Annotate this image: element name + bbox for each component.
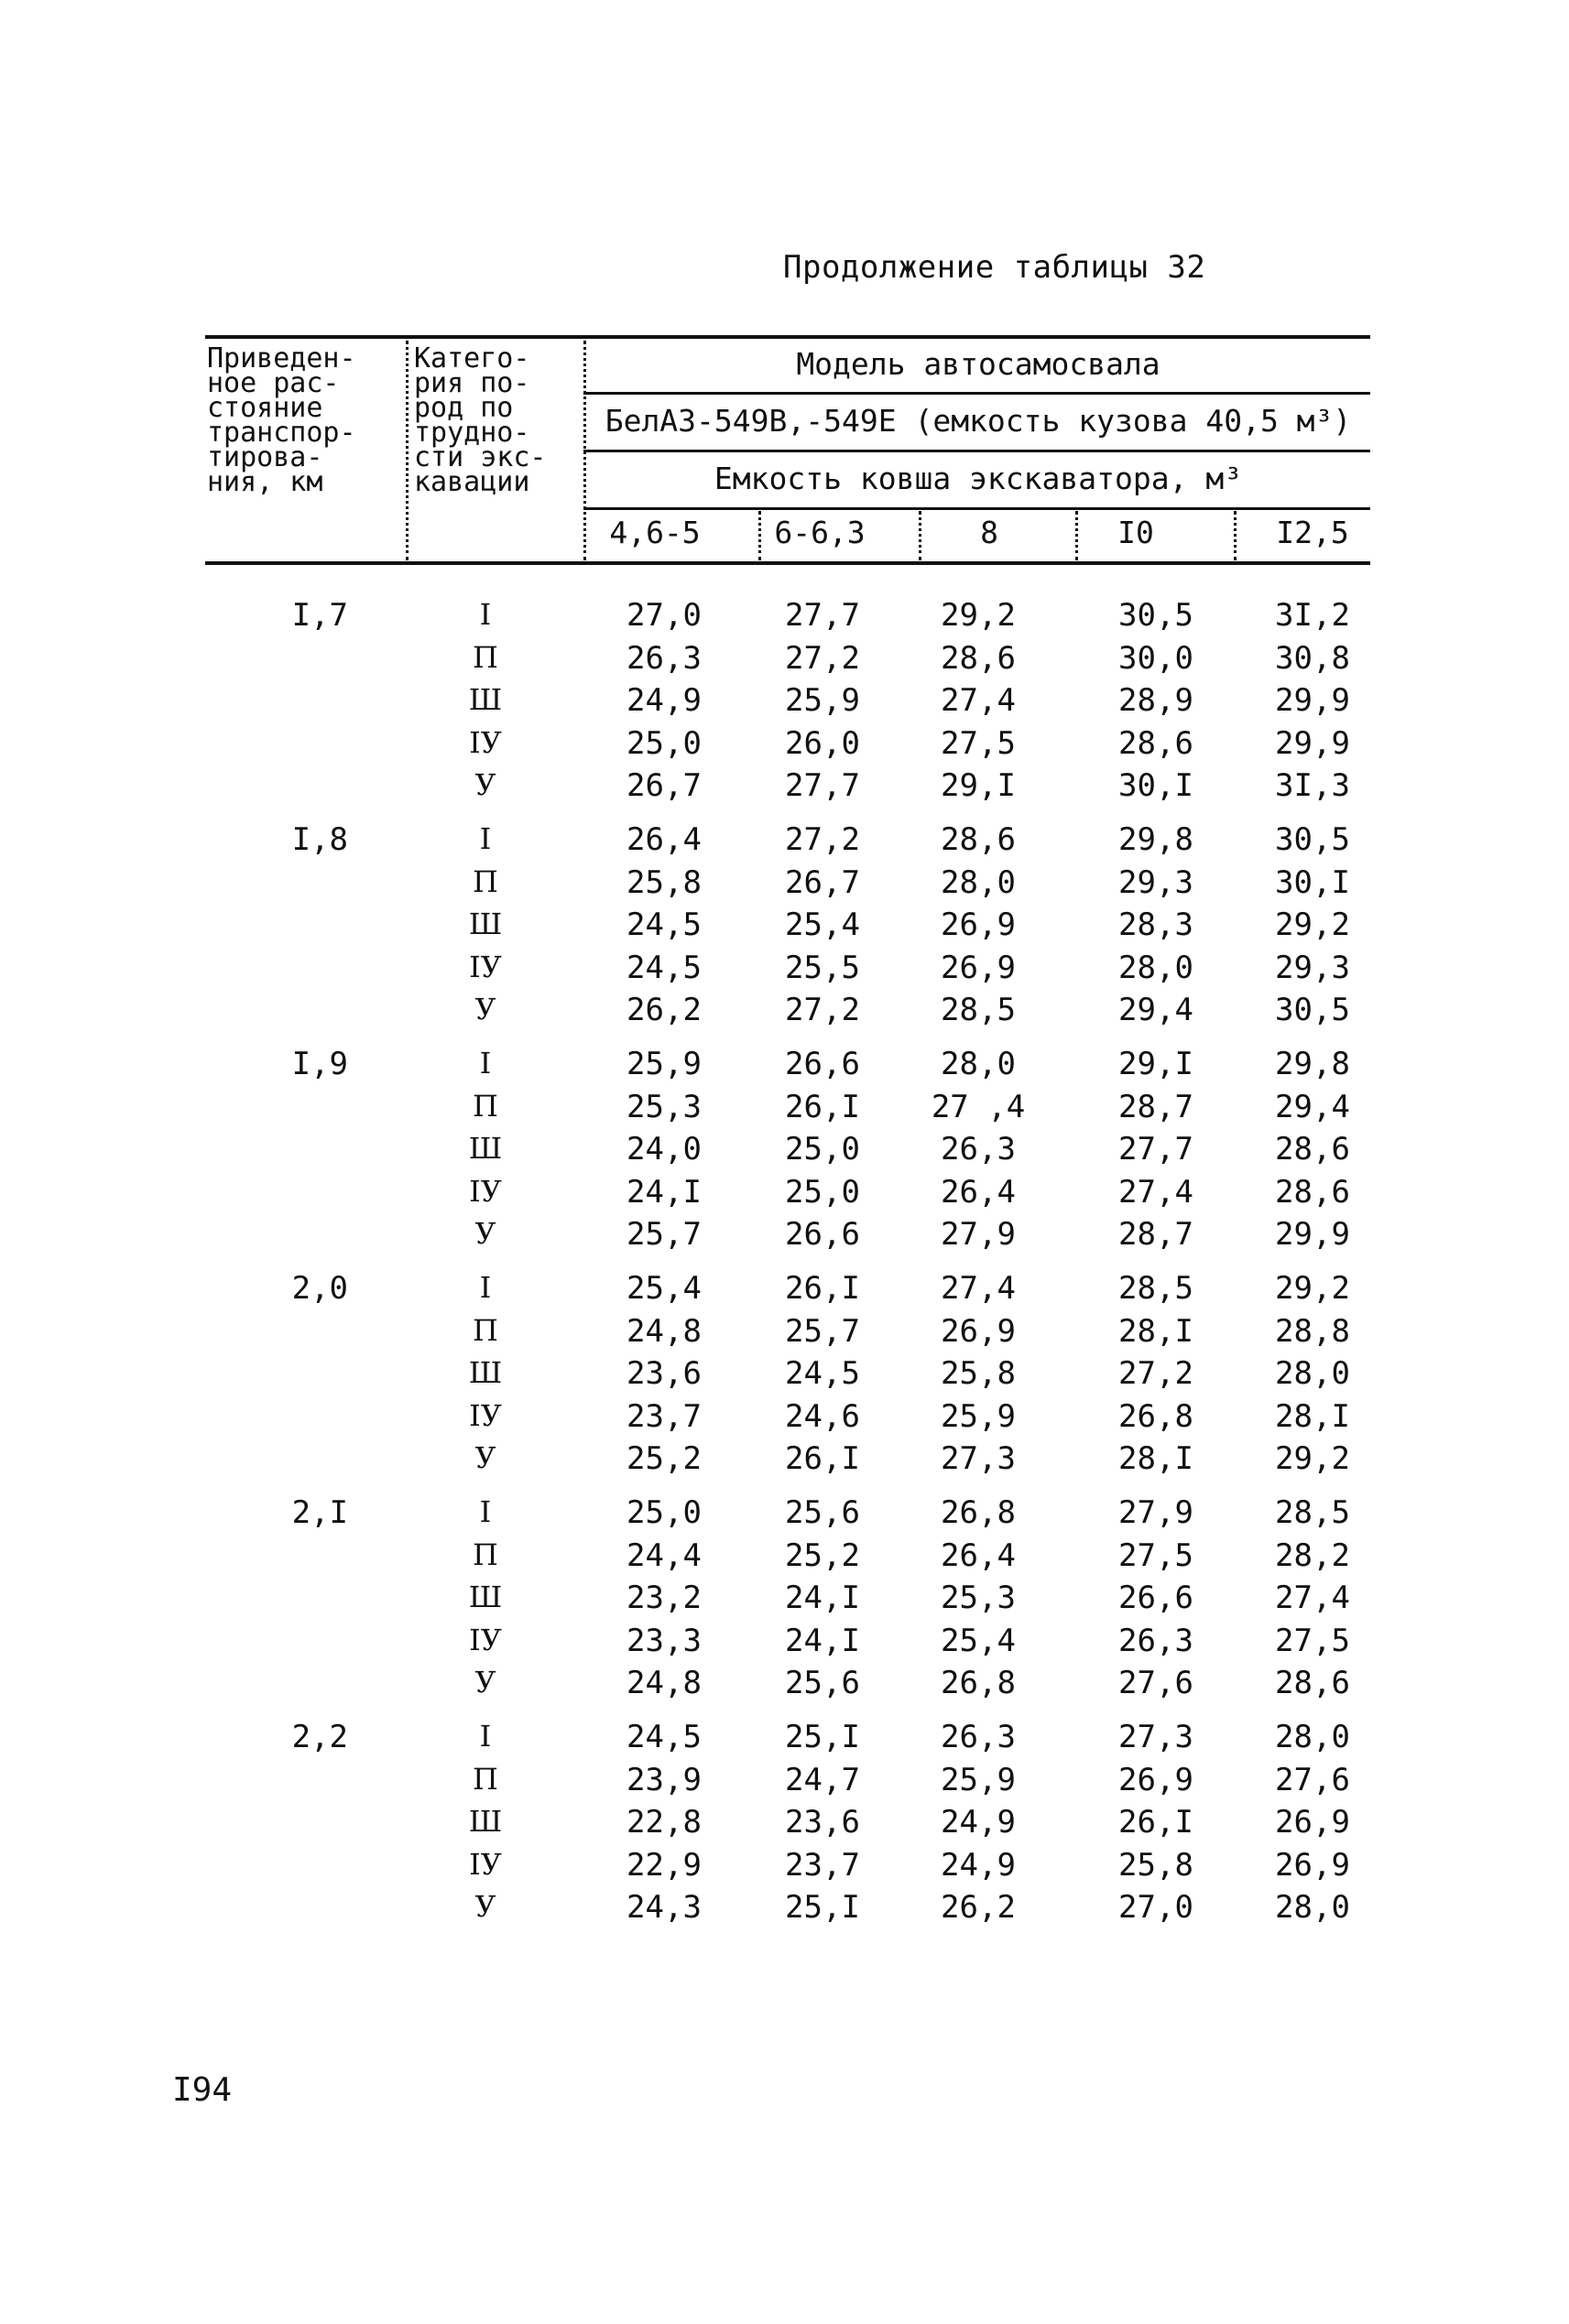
header-model-name: БелАЗ-549В,-549Е (емкость кузова 40,5 м³): [605, 403, 1352, 439]
value-cell: 27,3: [941, 1440, 1016, 1478]
header-top-rule: [205, 335, 1370, 339]
value-cell: 22,9: [627, 1846, 702, 1884]
value-cell: 25,4: [627, 1270, 702, 1307]
value-cell: 29,I: [1118, 1046, 1193, 1082]
value-cell: 26,7: [785, 863, 860, 901]
category-cell: Ш: [468, 907, 503, 942]
value-cell: 29,2: [1275, 1440, 1350, 1478]
table-row: [0, 1268, 1569, 1310]
value-cell: 28,I: [1118, 1312, 1193, 1350]
value-cell: 26,4: [941, 1537, 1016, 1574]
distance-cell: I,8: [291, 821, 348, 858]
value-cell: 23,7: [785, 1846, 860, 1884]
value-cell: 25,6: [785, 1494, 860, 1531]
value-cell: 28,7: [1118, 1216, 1193, 1254]
value-cell: 28,7: [1118, 1088, 1193, 1125]
value-cell: 27,4: [1275, 1580, 1350, 1617]
value-cell: 25,0: [785, 1173, 860, 1211]
value-cell: 24,9: [941, 1846, 1016, 1884]
value-cell: 28,6: [941, 821, 1016, 858]
header-bucket-size: I2,5: [1276, 515, 1349, 550]
value-cell: 28,0: [1275, 1719, 1350, 1755]
value-cell: 3I,3: [1275, 767, 1350, 805]
category-cell: П: [473, 1088, 498, 1124]
value-cell: 26,I: [785, 1440, 860, 1478]
category-cell: У: [474, 1665, 496, 1700]
value-cell: 30,5: [1118, 597, 1193, 634]
value-cell: 23,9: [627, 1761, 702, 1798]
value-cell: 24,8: [627, 1665, 702, 1702]
value-cell: 25,9: [941, 1397, 1016, 1435]
header-bucket-size: I0: [1117, 515, 1154, 550]
value-cell: 26,2: [941, 1889, 1016, 1927]
value-cell: 25,7: [785, 1312, 860, 1350]
value-cell: 3I,2: [1275, 597, 1350, 634]
category-cell: У: [474, 767, 496, 803]
header-bucket-size: 6-6,3: [774, 515, 866, 550]
category-cell: Ш: [468, 1131, 503, 1167]
value-cell: 29,3: [1118, 863, 1193, 901]
category-cell: I: [479, 1719, 492, 1754]
value-cell: 29,9: [1275, 1216, 1350, 1254]
value-cell: 26,9: [941, 907, 1016, 944]
table-row: [0, 1439, 1569, 1481]
table-row: [0, 766, 1569, 808]
value-cell: 25,2: [785, 1537, 860, 1574]
value-cell: 25,9: [785, 682, 860, 720]
category-cell: IУ: [469, 1846, 502, 1882]
table-row: [0, 638, 1569, 680]
category-cell: П: [473, 1761, 498, 1797]
value-cell: 26,2: [627, 992, 702, 1029]
value-cell: 25,8: [627, 863, 702, 901]
value-cell: 29,8: [1118, 821, 1193, 858]
value-cell: 27,2: [785, 639, 860, 677]
page-number: I94: [172, 2071, 233, 2109]
value-cell: 25,5: [785, 949, 860, 986]
value-cell: 27,5: [941, 724, 1016, 762]
table-row: [0, 595, 1569, 637]
value-cell: 25,0: [627, 724, 702, 762]
table-row: [0, 1172, 1569, 1214]
value-cell: 28,5: [1275, 1494, 1350, 1531]
table-row: [0, 1087, 1569, 1129]
value-cell: 28,0: [941, 1046, 1016, 1082]
value-cell: 25,6: [785, 1665, 860, 1702]
value-cell: 27,2: [785, 992, 860, 1029]
category-cell: I: [479, 597, 492, 632]
value-cell: 22,8: [627, 1804, 702, 1841]
value-cell: 26,4: [941, 1173, 1016, 1211]
table-row: [0, 1396, 1569, 1439]
category-cell: IУ: [469, 949, 502, 984]
value-cell: 25,3: [627, 1088, 702, 1125]
value-cell: 29,3: [1275, 949, 1350, 986]
value-cell: 28,0: [1275, 1355, 1350, 1393]
value-cell: 25,4: [785, 907, 860, 944]
table-row: [0, 820, 1569, 862]
value-cell: 25,I: [785, 1719, 860, 1755]
category-cell: IУ: [469, 724, 502, 760]
value-cell: 29,2: [941, 597, 1016, 634]
value-cell: 30,I: [1275, 863, 1350, 901]
table-row: [0, 905, 1569, 947]
value-cell: 27,4: [1118, 1173, 1193, 1211]
category-cell: IУ: [469, 1173, 502, 1209]
value-cell: 28,6: [941, 639, 1016, 677]
value-cell: 25,8: [1118, 1846, 1193, 1884]
value-cell: 29,4: [1275, 1088, 1350, 1125]
value-cell: 25,7: [627, 1216, 702, 1254]
value-cell: 28,9: [1118, 682, 1193, 720]
category-cell: П: [473, 1312, 498, 1348]
distance-cell: I,9: [291, 1046, 348, 1082]
value-cell: 29,2: [1275, 907, 1350, 944]
value-cell: 28,0: [1275, 1889, 1350, 1927]
value-cell: 24,6: [785, 1397, 860, 1435]
bucket-separator-3: [1075, 511, 1078, 560]
value-cell: 28,0: [941, 863, 1016, 901]
value-cell: 24,5: [627, 949, 702, 986]
value-cell: 26,3: [941, 1131, 1016, 1168]
value-cell: 26,3: [1118, 1622, 1193, 1659]
value-cell: 26,8: [1118, 1397, 1193, 1435]
value-cell: 26,4: [627, 821, 702, 858]
value-cell: 26,8: [941, 1494, 1016, 1531]
table-row: [0, 1717, 1569, 1759]
table-row: [0, 1845, 1569, 1887]
value-cell: 27,0: [627, 597, 702, 634]
header-bottom-rule: [205, 561, 1370, 565]
category-cell: Ш: [468, 1580, 503, 1615]
value-cell: 25,9: [627, 1046, 702, 1082]
table-row: [0, 948, 1569, 990]
table-row: [0, 1353, 1569, 1395]
category-cell: I: [479, 1494, 492, 1529]
value-cell: 24,I: [627, 1173, 702, 1211]
value-cell: 23,6: [627, 1355, 702, 1393]
value-cell: 27,7: [785, 767, 860, 805]
header-bucket-size: 4,6-5: [609, 515, 701, 550]
table-row: [0, 1802, 1569, 1844]
header-bucket-group: Емкость ковша экскаватора, м³: [714, 461, 1243, 496]
header-model-group: Модель автосамосвала: [796, 346, 1160, 382]
bucket-separator-1: [758, 511, 761, 560]
header-separator-1: [406, 341, 409, 560]
value-cell: 28,8: [1275, 1312, 1350, 1350]
value-cell: 26,8: [941, 1665, 1016, 1702]
value-cell: 24,0: [627, 1131, 702, 1168]
value-cell: 26,0: [785, 724, 860, 762]
category-cell: IУ: [469, 1622, 502, 1657]
value-cell: 28,0: [1118, 949, 1193, 986]
value-cell: 26,6: [785, 1216, 860, 1254]
value-cell: 24,5: [785, 1355, 860, 1393]
value-cell: 24,5: [627, 907, 702, 944]
table-row: [0, 863, 1569, 905]
value-cell: 23,2: [627, 1580, 702, 1617]
value-cell: 27,7: [1118, 1131, 1193, 1168]
bucket-separator-4: [1234, 511, 1237, 560]
value-cell: 30,0: [1118, 639, 1193, 677]
table-row: [0, 1493, 1569, 1535]
value-cell: 26,9: [1275, 1846, 1350, 1884]
category-cell: Ш: [468, 1355, 503, 1391]
value-cell: 26,6: [785, 1046, 860, 1082]
value-cell: 26,3: [941, 1719, 1016, 1755]
category-cell: П: [473, 639, 498, 675]
value-cell: 28,I: [1118, 1440, 1193, 1478]
value-cell: 26,I: [785, 1088, 860, 1125]
value-cell: 27,2: [785, 821, 860, 858]
value-cell: 29,2: [1275, 1270, 1350, 1307]
header-category: Катего- рия по- род по трудно- сти экс- кавации: [414, 342, 547, 498]
value-cell: 28,6: [1275, 1665, 1350, 1702]
value-cell: 27 ,4: [931, 1088, 1026, 1125]
value-cell: 24,5: [627, 1719, 702, 1755]
value-cell: 27,9: [941, 1216, 1016, 1254]
value-cell: 26,I: [1118, 1804, 1193, 1841]
distance-cell: I,7: [291, 597, 348, 634]
model-group-rule: [583, 392, 1370, 395]
category-cell: I: [479, 1046, 492, 1081]
category-cell: У: [474, 1889, 496, 1925]
table-row: [0, 1311, 1569, 1353]
table-row: [0, 1887, 1569, 1929]
table-row: [0, 1214, 1569, 1256]
table-caption: Продолжение таблицы 32: [783, 249, 1206, 286]
value-cell: 24,9: [941, 1804, 1016, 1841]
table-row: [0, 1044, 1569, 1086]
value-cell: 27,6: [1275, 1761, 1350, 1798]
value-cell: 28,I: [1275, 1397, 1350, 1435]
value-cell: 26,9: [1118, 1761, 1193, 1798]
bucket-group-rule: [583, 507, 1370, 510]
category-cell: I: [479, 1270, 492, 1305]
value-cell: 25,8: [941, 1355, 1016, 1393]
value-cell: 24,I: [785, 1622, 860, 1659]
value-cell: 28,3: [1118, 907, 1193, 944]
header-distance: Приведен- ное рас- стояние транспор- тирова- ния, км: [207, 342, 356, 498]
value-cell: 26,9: [941, 949, 1016, 986]
category-cell: Ш: [468, 682, 503, 718]
value-cell: 23,7: [627, 1397, 702, 1435]
value-cell: 27,6: [1118, 1665, 1193, 1702]
value-cell: 23,3: [627, 1622, 702, 1659]
table-row: [0, 1621, 1569, 1663]
value-cell: 24,8: [627, 1312, 702, 1350]
value-cell: 28,5: [941, 992, 1016, 1029]
category-cell: П: [473, 863, 498, 899]
category-cell: I: [479, 821, 492, 856]
value-cell: 24,9: [627, 682, 702, 720]
value-cell: 25,3: [941, 1580, 1016, 1617]
value-cell: 27,3: [1118, 1719, 1193, 1755]
category-cell: У: [474, 1440, 496, 1476]
value-cell: 30,5: [1275, 992, 1350, 1029]
value-cell: 25,2: [627, 1440, 702, 1478]
value-cell: 23,6: [785, 1804, 860, 1841]
value-cell: 24,I: [785, 1580, 860, 1617]
value-cell: 30,8: [1275, 639, 1350, 677]
value-cell: 27,2: [1118, 1355, 1193, 1393]
value-cell: 28,6: [1275, 1131, 1350, 1168]
value-cell: 26,6: [1118, 1580, 1193, 1617]
value-cell: 27,4: [941, 682, 1016, 720]
table-row: [0, 990, 1569, 1032]
value-cell: 24,7: [785, 1761, 860, 1798]
value-cell: 29,8: [1275, 1046, 1350, 1082]
value-cell: 25,I: [785, 1889, 860, 1927]
value-cell: 25,0: [627, 1494, 702, 1531]
category-cell: У: [474, 1216, 496, 1252]
distance-cell: 2,I: [291, 1494, 348, 1531]
table-row: [0, 1578, 1569, 1620]
value-cell: 28,6: [1118, 724, 1193, 762]
value-cell: 28,5: [1118, 1270, 1193, 1307]
value-cell: 24,4: [627, 1537, 702, 1574]
value-cell: 27,0: [1118, 1889, 1193, 1927]
value-cell: 24,3: [627, 1889, 702, 1927]
value-cell: 26,3: [627, 639, 702, 677]
category-cell: Ш: [468, 1804, 503, 1840]
value-cell: 30,I: [1118, 767, 1193, 805]
table-row: [0, 723, 1569, 766]
value-cell: 30,5: [1275, 821, 1350, 858]
category-cell: IУ: [469, 1397, 502, 1433]
category-cell: У: [474, 992, 496, 1027]
table-row: [0, 680, 1569, 722]
table-row: [0, 1663, 1569, 1705]
table-row: [0, 1760, 1569, 1802]
value-cell: 27,5: [1275, 1622, 1350, 1659]
model-name-rule: [583, 450, 1370, 452]
value-cell: 26,7: [627, 767, 702, 805]
value-cell: 27,5: [1118, 1537, 1193, 1574]
header-bucket-size: 8: [980, 515, 998, 550]
value-cell: 29,I: [941, 767, 1016, 805]
value-cell: 29,4: [1118, 992, 1193, 1029]
distance-cell: 2,2: [291, 1719, 348, 1755]
value-cell: 25,0: [785, 1131, 860, 1168]
value-cell: 29,9: [1275, 682, 1350, 720]
distance-cell: 2,0: [291, 1270, 348, 1307]
value-cell: 29,9: [1275, 724, 1350, 762]
value-cell: 28,6: [1275, 1173, 1350, 1211]
table-row: [0, 1129, 1569, 1171]
value-cell: 25,9: [941, 1761, 1016, 1798]
value-cell: 25,4: [941, 1622, 1016, 1659]
value-cell: 28,2: [1275, 1537, 1350, 1574]
value-cell: 27,7: [785, 597, 860, 634]
value-cell: 26,I: [785, 1270, 860, 1307]
category-cell: П: [473, 1537, 498, 1572]
value-cell: 26,9: [941, 1312, 1016, 1350]
value-cell: 27,9: [1118, 1494, 1193, 1531]
table-row: [0, 1536, 1569, 1578]
value-cell: 27,4: [941, 1270, 1016, 1307]
value-cell: 26,9: [1275, 1804, 1350, 1841]
bucket-separator-2: [919, 511, 921, 560]
